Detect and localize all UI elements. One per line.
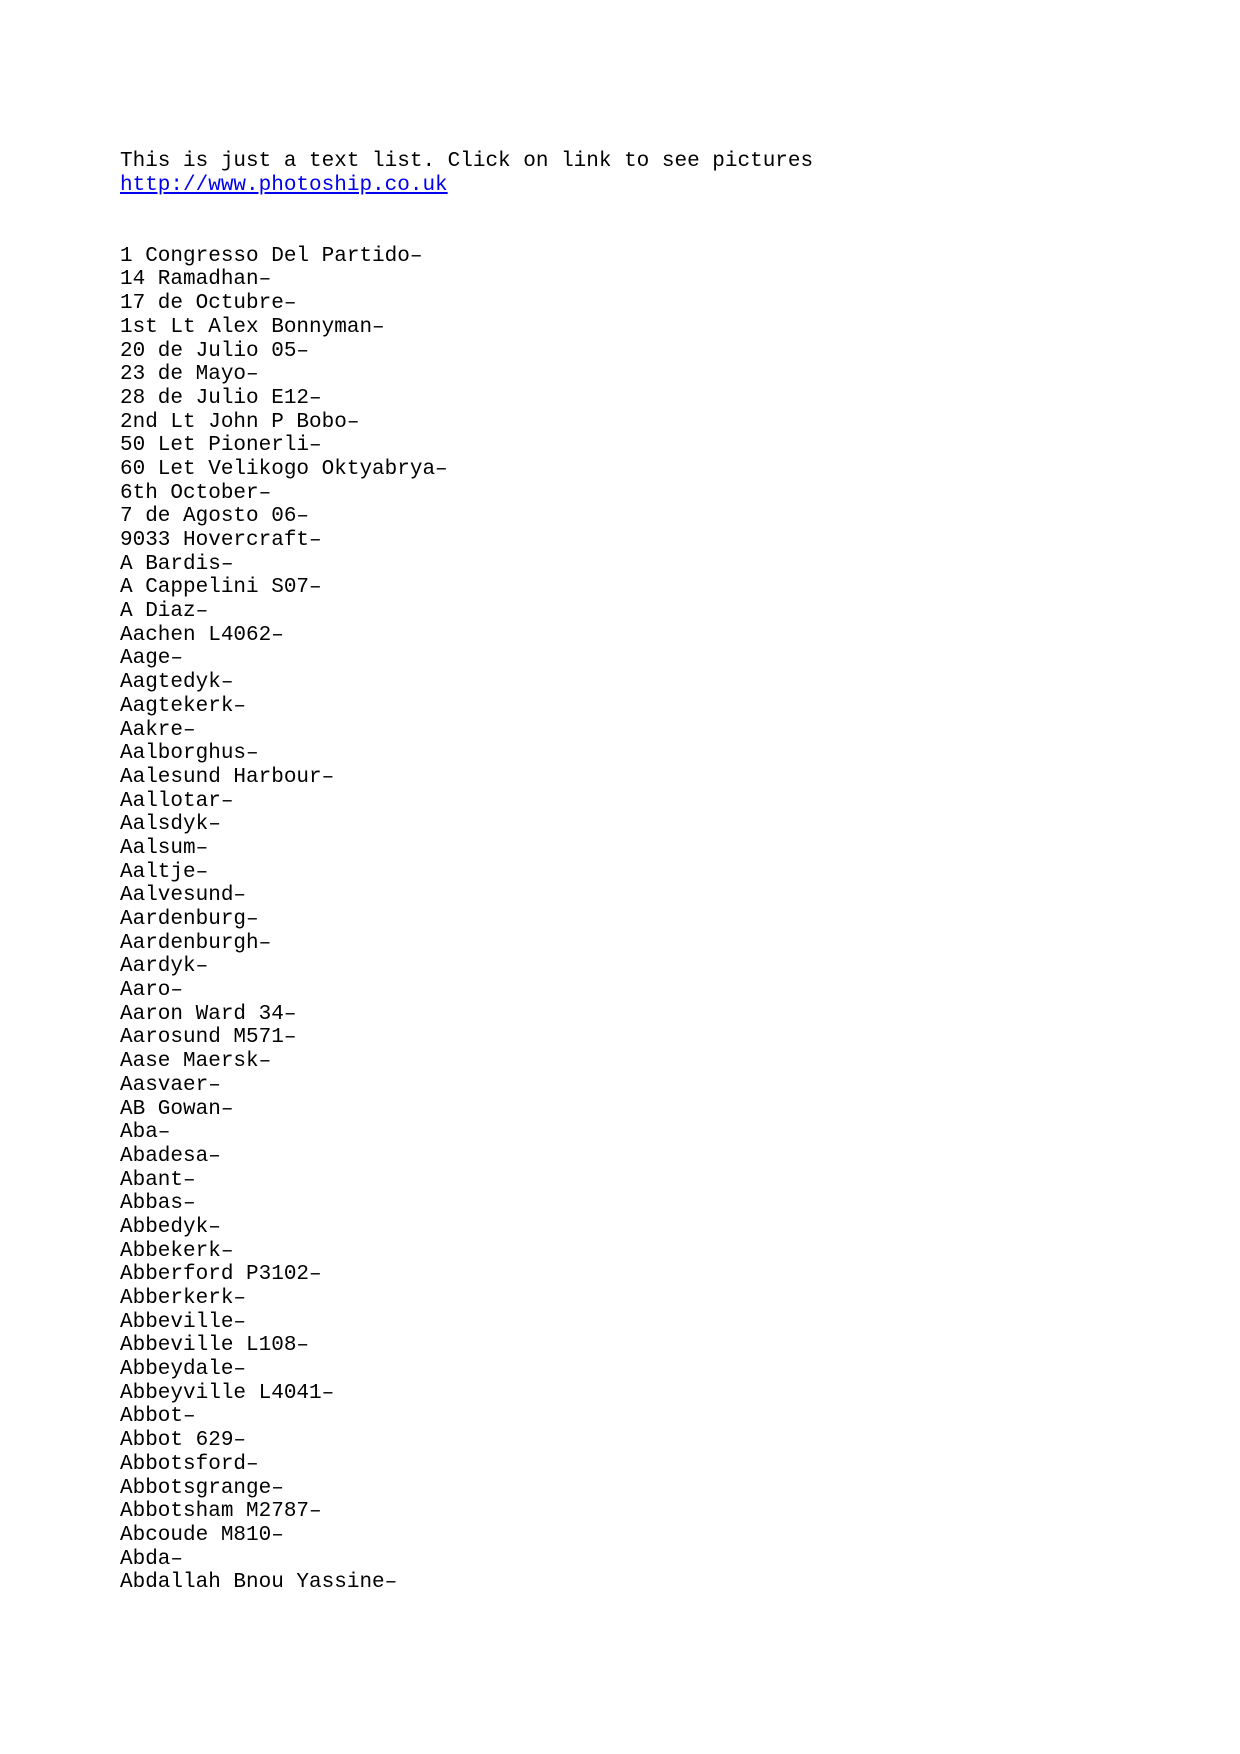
ship-name-item: Abbeville L108– — [120, 1334, 310, 1358]
ship-name-item: Aba– — [120, 1121, 171, 1145]
ship-name-item: A Diaz– — [120, 600, 209, 624]
ship-name-item: Aaro– — [120, 979, 184, 1003]
ship-name-item: 7 de Agosto 06– — [120, 505, 310, 529]
ship-name-item: 60 Let Velikogo Oktyabrya– — [120, 457, 448, 481]
ship-name-item: 50 Let Pionerli– — [120, 434, 322, 458]
ship-name-item: Abbekerk– — [120, 1239, 234, 1263]
ship-name-item: 1 Congresso Del Partido– — [120, 244, 423, 268]
ship-name-item: Aardenburgh– — [120, 931, 272, 955]
ship-name-item: Abda– — [120, 1547, 184, 1571]
ship-name-item: 20 de Julio 05– — [120, 339, 310, 363]
ship-name-item: Abberford P3102– — [120, 1263, 322, 1287]
ship-name-item: A Cappelini S07– — [120, 576, 322, 600]
ship-name-item: Aage– — [120, 647, 184, 671]
ship-name-item: Aardenburg– — [120, 908, 259, 932]
ship-name-item: Abbotsgrange– — [120, 1476, 284, 1500]
ship-name-item: 14 Ramadhan– — [120, 268, 272, 292]
ship-name-item: Abbas– — [120, 1192, 196, 1216]
ship-name-item: Abdallah Bnou Yassine– — [120, 1571, 398, 1595]
ship-name-item: Abbot– — [120, 1405, 196, 1429]
ship-name-item: Abberkerk– — [120, 1287, 247, 1311]
ship-name-item: Abadesa– — [120, 1144, 221, 1168]
ship-name-item: Abbotsford– — [120, 1452, 259, 1476]
ship-name-item: Aalborghus– — [120, 742, 259, 766]
ship-name-item: Abbeville– — [120, 1310, 247, 1334]
ship-name-item: Abbeydale– — [120, 1358, 247, 1382]
ship-name-item: 1st Lt Alex Bonnyman– — [120, 315, 385, 339]
ship-name-item: Aase Maersk– — [120, 1050, 272, 1074]
ship-name-item: Abbedyk– — [120, 1215, 221, 1239]
ship-name-item: Aagtekerk– — [120, 694, 247, 718]
ship-name-item: 6th October– — [120, 481, 272, 505]
ship-name-item: Aaltje– — [120, 860, 209, 884]
document-page — [120, 150, 1120, 1595]
spacer — [120, 197, 1120, 244]
ship-name-item: Aarosund M571– — [120, 1026, 297, 1050]
ship-name-item: Aardyk– — [120, 955, 209, 979]
ship-name-item: Aachen L4062– — [120, 623, 284, 647]
ship-name-item: Abbot 629– — [120, 1429, 247, 1453]
ship-name-item: Aalsum– — [120, 836, 209, 860]
ship-name-item: Abant– — [120, 1168, 196, 1192]
ship-name-item: Aalvesund– — [120, 884, 247, 908]
ship-name-item: Abbotsham M2787– — [120, 1500, 322, 1524]
ship-name-item: Aalesund Harbour– — [120, 765, 335, 789]
ship-name-item: 9033 Hovercraft– — [120, 529, 322, 553]
ship-name-item: Aaron Ward 34– — [120, 1002, 297, 1026]
photoship-link[interactable]: http://www.photoship.co.uk — [120, 173, 448, 197]
ship-name-item: 2nd Lt John P Bobo– — [120, 410, 360, 434]
ship-name-item: AB Gowan– — [120, 1097, 234, 1121]
ship-name-item: Aakre– — [120, 718, 196, 742]
ship-name-item: Abbeyville L4041– — [120, 1381, 335, 1405]
ship-name-list — [120, 245, 1120, 1595]
ship-name-item: Aasvaer– — [120, 1073, 221, 1097]
ship-name-item: 28 de Julio E12– — [120, 386, 322, 410]
ship-name-item: Aalsdyk– — [120, 813, 221, 837]
intro-text: This is just a text list. Click on link to see pictures — [120, 150, 814, 173]
ship-name-item: A Bardis– — [120, 552, 234, 576]
ship-name-item: 17 de Octubre– — [120, 292, 297, 316]
ship-name-item: Aagtedyk– — [120, 671, 234, 695]
ship-name-item: 23 de Mayo– — [120, 363, 259, 387]
ship-name-item: Abcoude M810– — [120, 1523, 284, 1547]
ship-name-item: Aallotar– — [120, 789, 234, 813]
